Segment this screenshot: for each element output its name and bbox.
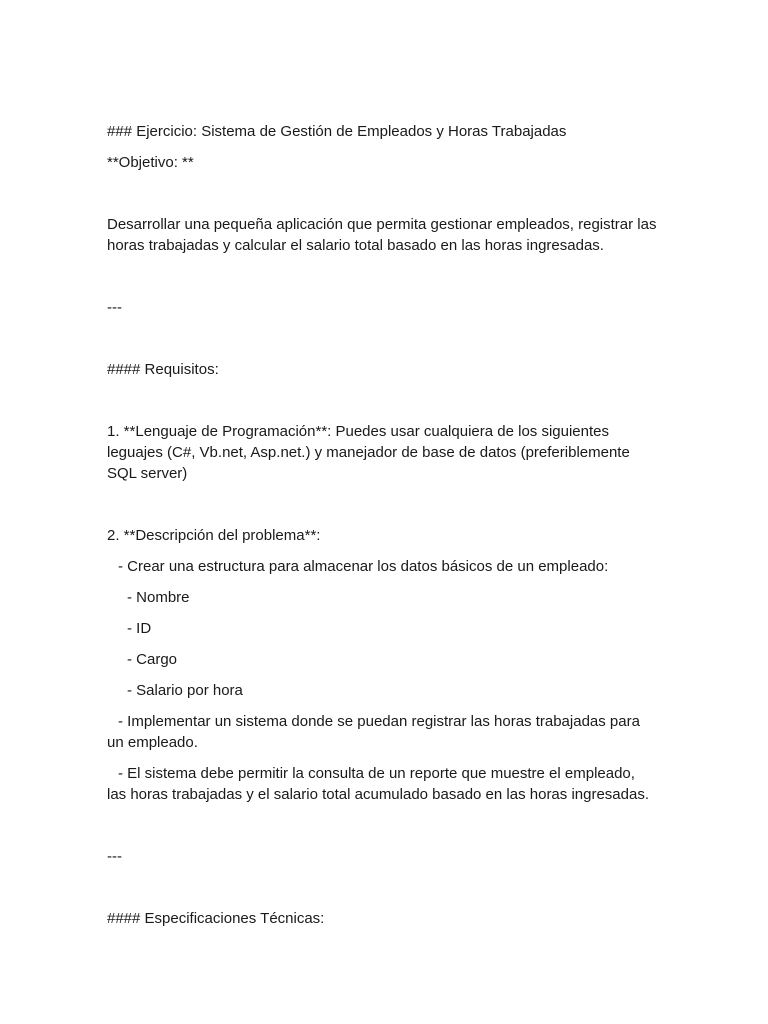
separator: --- [107,848,122,865]
intro-line-2: horas trabajadas y calcular el salario total basado en las horas ingresadas. [107,237,604,254]
field-item: - ID [127,620,152,637]
document-heading: ### Ejercicio: Sistema de Gestión de Empleados y Horas Trabajadas [107,123,567,140]
intro-line-1: Desarrollar una pequeña aplicación que permita gestionar empleados, registrar las [107,216,657,233]
requirement-1-line-2: leguajes (C#, Vb.net, Asp.net.) y manejador de base de datos (preferiblemente [107,444,630,461]
requirement-2-item-3-line-2: las horas trabajadas y el salario total acumulado basado en las horas ingresadas. [107,786,649,803]
field-item: - Salario por hora [127,682,243,699]
field-item: - Cargo [127,651,178,668]
requirement-1-line-3: SQL server) [107,465,188,482]
requirement-2-item-2-line-2: un empleado. [107,734,198,751]
objetivo-label: **Objetivo: ** [107,154,194,171]
especificaciones-heading: #### Especificaciones Técnicas: [107,910,325,927]
requirement-1-line-1: 1. **Lenguaje de Programación**: Puedes usar cualquiera de los siguientes [107,423,609,440]
requirement-2-item-2-line-1: - Implementar un sistema donde se puedan registrar las horas trabajadas para [118,713,640,730]
requirement-2-title: 2. **Descripción del problema**: [107,527,321,544]
requisitos-heading: #### Requisitos: [107,361,219,378]
requirement-2-item-1: - Crear una estructura para almacenar los datos básicos de un empleado: [118,558,609,575]
requirement-2-item-3-line-1: - El sistema debe permitir la consulta de un reporte que muestre el empleado, [118,765,635,782]
separator: --- [107,299,122,316]
field-item: - Nombre [127,589,190,606]
